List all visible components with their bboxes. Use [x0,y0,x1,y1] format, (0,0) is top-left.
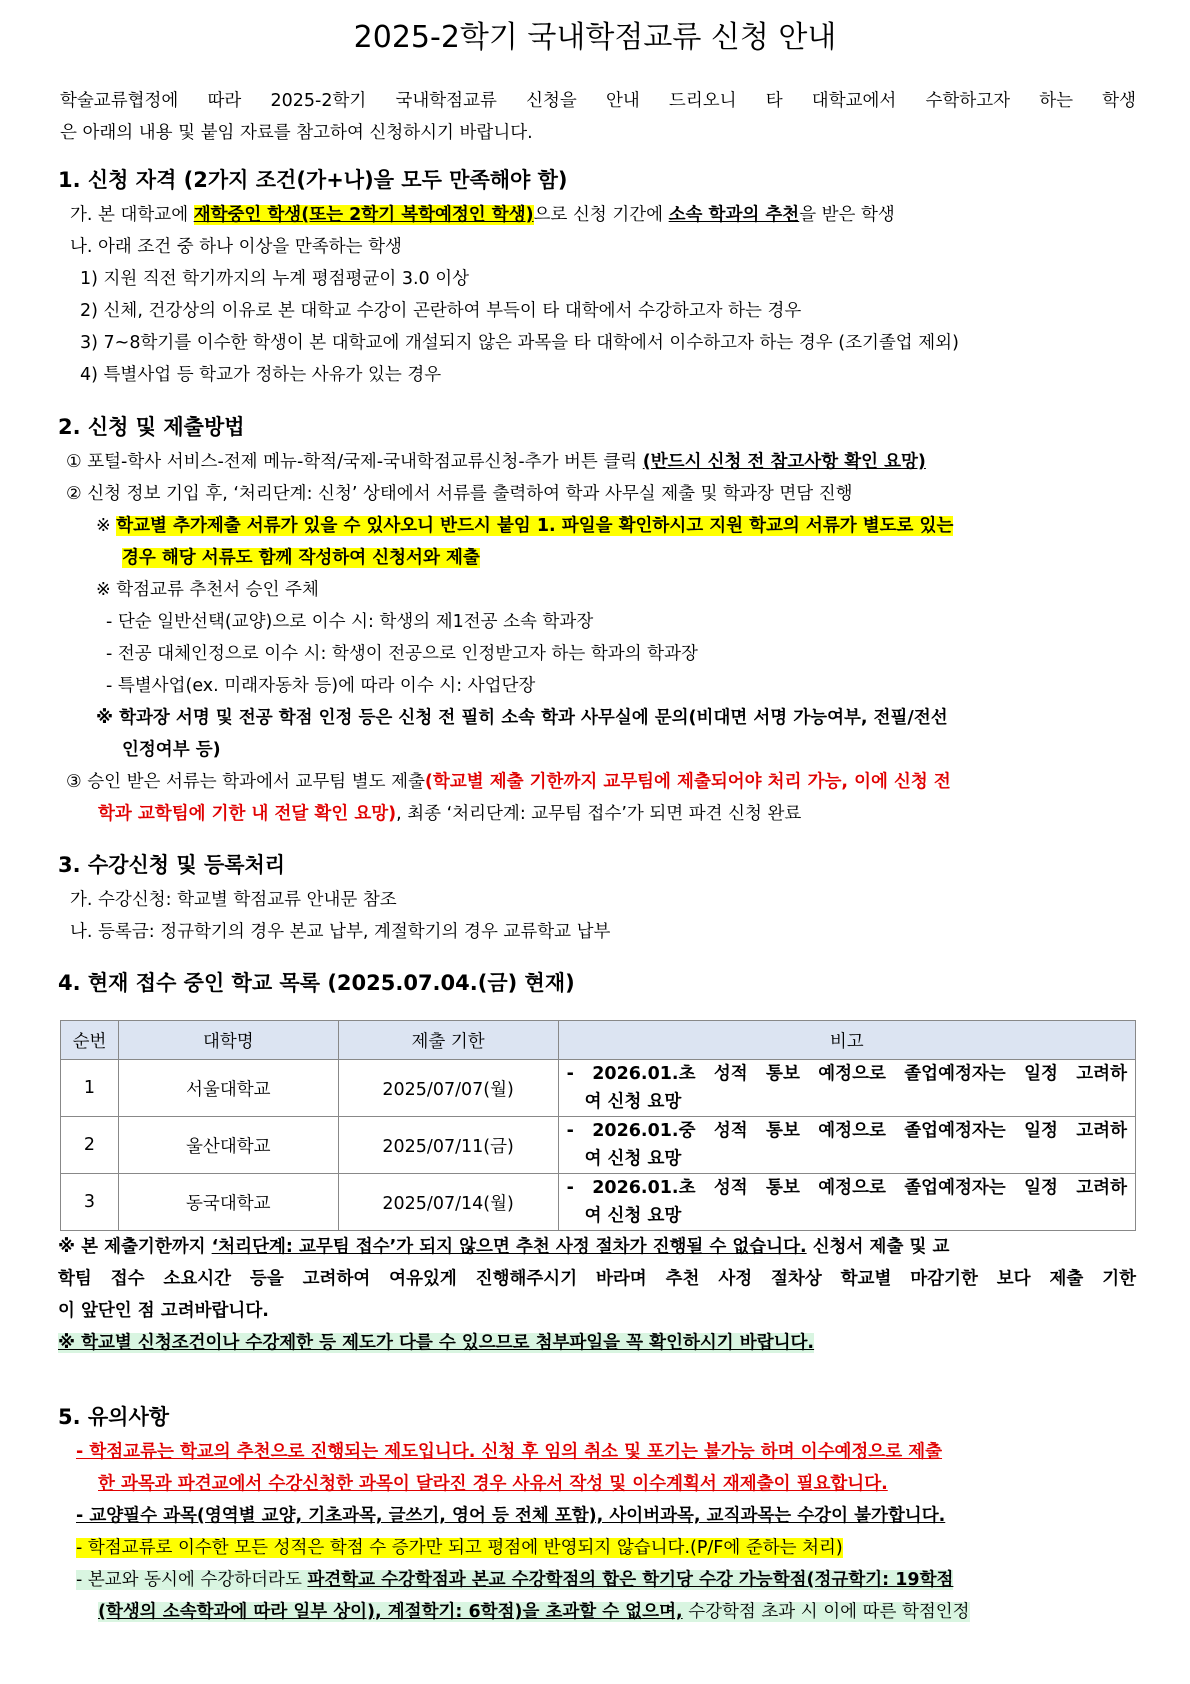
s2-step-1: ① 포털-학사 서비스-전제 메뉴-학적/국제-국내학점교류신청-추가 버튼 클릭 (반드시 신청 전 참고사항 확인 요망) [66,452,926,472]
s4-notice-underline: ‘처리단계: 교무팀 접수’가 되지 않으면 추천 사정 절차가 진행될 수 없습니다. [211,1237,807,1257]
s2-step-3-line-1: ③ 승인 받은 서류는 학과에서 교무팀 별도 제출(학교별 제출 기한까지 교무팀에 제출되어야 처리 가능, 이에 신청 전 [66,772,951,792]
s4-attachment-notice: ※ 학교별 신청조건이나 수강제한 등 제도가 다를 수 있으므로 첨부파일을 꼭 확인하시기 바랍니다. [58,1333,815,1353]
s5-rule-1-line-2: 한 과목과 파견교에서 수강신청한 과목이 달라진 경우 사유서 작성 및 이수계획서 재제출이 필요합니다. [98,1474,888,1494]
s4-notice-line-1: ※ 본 제출기한까지 ‘처리단계: 교무팀 접수’가 되지 않으면 추천 사정 절차가 진행될 수 없습니다. 신청서 제출 및 교 [58,1237,950,1257]
s2-approver-2: - 전공 대체인정으로 이수 시: 학생이 전공으로 인정받고자 하는 학과의 학과장 [106,644,698,664]
s2-note-3-line-2: 인정여부 등) [122,740,221,760]
column-header: 대학명 [118,1021,338,1060]
s4-notice-line-3: 이 앞단인 점 고려바랍니다. [58,1301,269,1321]
s2-approver-1: - 단순 일반선택(교양)으로 이수 시: 학생의 제1전공 소속 학과장 [106,612,594,632]
s1-condition-4: 4) 특별사업 등 학교가 정하는 사유가 있는 경우 [80,365,442,385]
s1-condition-1: 1) 지원 직전 학기까지의 누계 평점평균이 3.0 이상 [80,269,470,289]
column-header: 제출 기한 [338,1021,558,1060]
s2-step-1-underline: (반드시 신청 전 참고사항 확인 요망) [642,452,926,472]
s2-step-3-red: (학교별 제출 기한까지 교무팀에 제출되어야 처리 가능, 이에 신청 전 [424,772,951,792]
cell-no: 2 [61,1117,119,1174]
section-1-heading: 1. 신청 자격 (2가지 조건(가+나)을 모두 만족해야 함) [58,168,568,192]
s5-rule-3: - 학점교류로 이수한 모든 성적은 학점 수 증가만 되고 평점에 반영되지 않습니다.(P/F에 준하는 처리) [76,1538,843,1558]
cell-no: 3 [61,1174,119,1231]
cell-note: - 2026.01.초 성적 통보 예정으로 졸업예정자는 일정 고려하 여 신청 요망 [558,1174,1135,1231]
s2-approver-3: - 특별사업(ex. 미래자동차 등)에 따라 이수 시: 사업단장 [106,676,536,696]
s1-ga-underline: 소속 학과의 추천 [668,205,800,225]
column-header: 비고 [558,1021,1135,1060]
s1-item-na: 나. 아래 조건 중 하나 이상을 만족하는 학생 [70,237,402,257]
intro-line-1: 학술교류협정에 따라 2025-2학기 국내학점교류 신청을 안내 드리오니 타 대학교에서 수학하고자 하는 학생 [60,91,1136,111]
s1-item-ga: 가. 본 대학교에 재학중인 학생(또는 2학기 복학예정인 학생)으로 신청 기간에 소속 학과의 추천을 받은 학생 [70,205,895,225]
s2-note-3-line-1: ※ 학과장 서명 및 전공 학점 인정 등은 신청 전 필히 소속 학과 사무실에 문의(비대면 서명 가능여부, 전필/전선 [96,708,948,728]
cell-university: 동국대학교 [118,1174,338,1231]
s3-item-ga: 가. 수강신청: 학교별 학점교류 안내문 참조 [70,890,397,910]
cell-university: 서울대학교 [118,1060,338,1117]
s3-item-na: 나. 등록금: 정규학기의 경우 본교 납부, 계절학기의 경우 교류학교 납부 [70,922,611,942]
s2-step-3-line-2: 학과 교학팀에 기한 내 전달 확인 요망), 최종 ‘처리단계: 교무팀 접수’가 되면 파견 신청 완료 [98,804,802,824]
s5-rule-4-line-2: (학생의 소속학과에 따라 일부 상이), 계절학기: 6학점)을 초과할 수 없으며, 수강학점 초과 시 이에 따른 학점인정 [98,1602,970,1622]
intro-line-2: 은 아래의 내용 및 붙임 자료를 참고하여 신청하시기 바랍니다. [60,123,533,143]
column-header: 순번 [61,1021,119,1060]
section-3-heading: 3. 수강신청 및 등록처리 [58,853,286,877]
cell-note: - 2026.01.중 성적 통보 예정으로 졸업예정자는 일정 고려하 여 신청 요망 [558,1117,1135,1174]
s4-notice-line-2: 학팀 접수 소요시간 등을 고려하여 여유있게 진행해주시기 바라며 추천 사정 절차상 학교별 마감기한 보다 제출 기한 [58,1269,1136,1289]
section-4-heading: 4. 현재 접수 중인 학교 목록 (2025.07.04.(금) 현재) [58,971,575,995]
s2-note-1-highlight: 학교별 추가제출 서류가 있을 수 있사오니 반드시 붙임 1. 파일을 확인하시고 지원 학교의 서류가 별도로 있는 [116,516,954,536]
cell-no: 1 [61,1060,119,1117]
table-header-row [61,1021,1136,1060]
s2-note-1-line-2: 경우 해당 서류도 함께 작성하여 신청서와 제출 [122,548,480,568]
s1-ga-highlight: 재학중인 학생(또는 2학기 복학예정인 학생) [193,205,534,225]
school-list-table [60,1020,1136,1231]
s2-note-1-line-1: ※ 학교별 추가제출 서류가 있을 수 있사오니 반드시 붙임 1. 파일을 확인하시고 지원 학교의 서류가 별도로 있는 [96,516,954,536]
cell-deadline: 2025/07/07(월) [338,1060,558,1117]
cell-university: 울산대학교 [118,1117,338,1174]
s2-note-2: ※ 학점교류 추천서 승인 주체 [96,580,319,600]
table-row [61,1060,1136,1117]
table-row [61,1117,1136,1174]
section-5-heading: 5. 유의사항 [58,1405,170,1429]
s5-rule-1-line-1: - 학점교류는 학교의 추천으로 진행되는 제도입니다. 신청 후 임의 취소 및 포기는 불가능 하며 이수예정으로 제출 [76,1442,943,1462]
cell-deadline: 2025/07/14(월) [338,1174,558,1231]
cell-note: - 2026.01.초 성적 통보 예정으로 졸업예정자는 일정 고려하 여 신청 요망 [558,1060,1135,1117]
s5-rule-4-line-1: - 본교와 동시에 수강하더라도 파견학교 수강학점과 본교 수강학점의 합은 학기당 수강 가능학점(정규학기: 19학점 [76,1570,954,1590]
s5-rule-2: - 교양필수 과목(영역별 교양, 기초과목, 글쓰기, 영어 등 전체 포함), 사이버과목, 교직과목는 수강이 불가합니다. [76,1506,946,1526]
section-2-heading: 2. 신청 및 제출방법 [58,415,245,439]
table-row [61,1174,1136,1231]
s1-condition-2: 2) 신체, 건강상의 이유로 본 대학교 수강이 곤란하여 부득이 타 대학에서 수강하고자 하는 경우 [80,301,802,321]
s1-condition-3: 3) 7~8학기를 이수한 학생이 본 대학교에 개설되지 않은 과목을 타 대학에서 이수하고자 하는 경우 (조기졸업 제외) [80,333,959,353]
s2-step-2: ② 신청 정보 기입 후, ‘처리단계: 신청’ 상태에서 서류를 출력하여 학과 사무실 제출 및 학과장 면담 진행 [66,484,853,504]
document-title: 2025-2학기 국내학점교류 신청 안내 [353,20,837,55]
cell-deadline: 2025/07/11(금) [338,1117,558,1174]
